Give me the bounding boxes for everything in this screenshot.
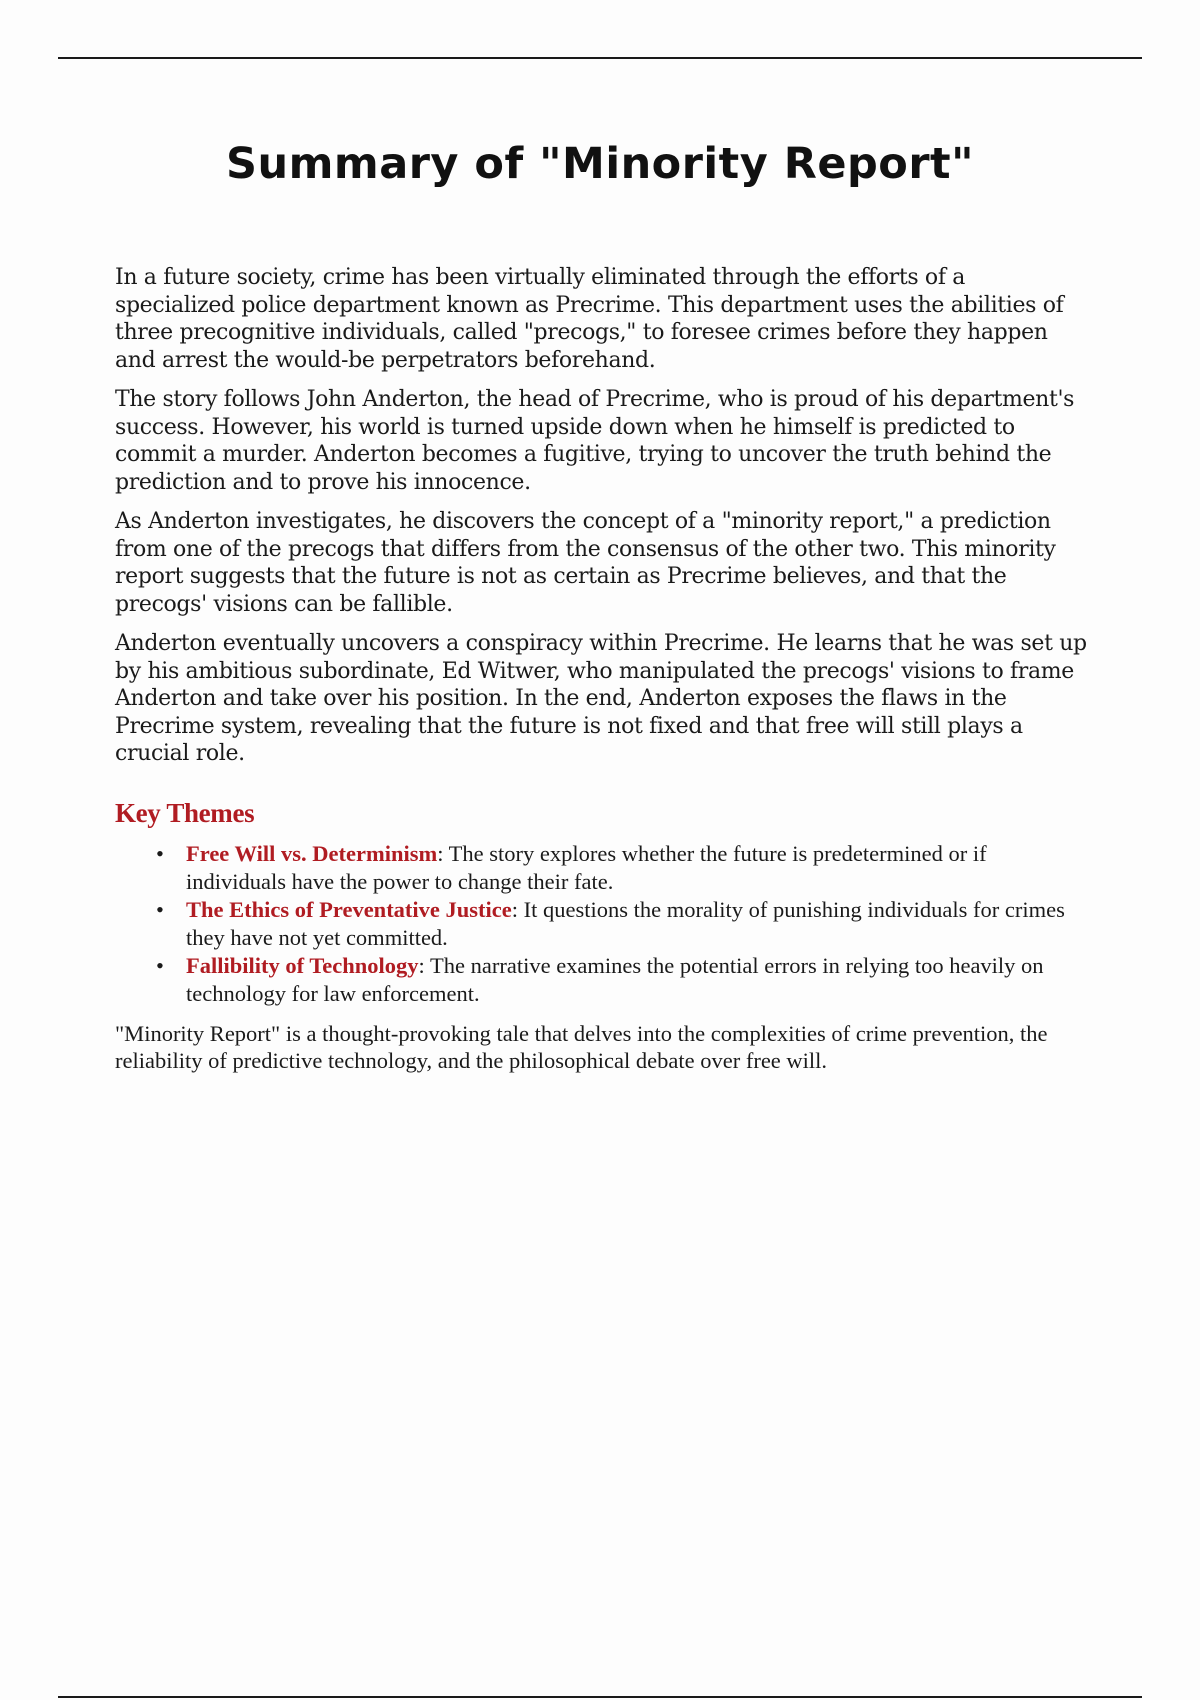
summary-paragraph-3: As Anderton investigates, he discovers the concept of a "minority report," a prediction from one of the precogs that differs from the consensus of the other two. This minority report suggests that the future is not as certain as Precrime believes, and that the precogs' visions can be fallible. <box>115 509 1056 617</box>
top-rule <box>58 57 1142 59</box>
closing-paragraph: "Minority Report" is a thought-provoking tale that delves into the complexities of crime prevention, the reliability of predictive technology, and the philosophical debate over free will. <box>115 1020 1048 1073</box>
theme-item-ethics <box>115 896 1090 952</box>
key-themes-heading: Key Themes <box>115 797 255 828</box>
theme-description: : The story explores whether the future is predetermined or if individuals have the power to change their fate. <box>186 840 987 894</box>
bottom-rule <box>58 1696 1142 1698</box>
summary-paragraph-2: The story follows John Anderton, the head of Precrime, who is proud of his department's success. However, his world is turned upside down when he himself is predicted to commit a murder. Anderton becomes a fugitive, trying to uncover the truth behind the prediction and to prove his innocence. <box>115 387 1075 495</box>
bullet-icon: • <box>156 840 164 866</box>
summary-paragraph-1: In a future society, crime has been virtually eliminated through the efforts of a specialized police department known as Precrime. This department uses the abilities of three precognitive individuals, called "precogs," to foresee crimes before they happen and arrest the would-be perpetrators beforehand. <box>115 265 1064 373</box>
bullet-icon: • <box>156 896 164 922</box>
theme-name: Fallibility of Technology <box>186 952 419 978</box>
theme-name: Free Will vs. Determinism <box>186 840 438 866</box>
theme-description: : It questions the morality of punishing individuals for crimes they have not yet committed. <box>186 896 1065 950</box>
page-title: Summary of "Minority Report" <box>226 139 974 189</box>
key-themes-list <box>115 840 1090 1008</box>
bullet-icon: • <box>156 952 164 978</box>
document-body <box>115 264 1090 1087</box>
theme-item-technology <box>115 952 1090 1008</box>
theme-description: : The narrative examines the potential errors in relying too heavily on technology for law enforcement. <box>186 952 1044 1006</box>
summary-paragraph-4: Anderton eventually uncovers a conspiracy within Precrime. He learns that he was set up by his ambitious subordinate, Ed Witwer, who manipulated the precogs' visions to frame Anderton and take over his position. In the end, Anderton exposes the flaws in the Precrime system, revealing that the future is not fixed and that free will still plays a crucial role. <box>115 631 1087 766</box>
theme-name: The Ethics of Preventative Justice <box>186 896 512 922</box>
theme-item-free-will <box>115 840 1090 896</box>
